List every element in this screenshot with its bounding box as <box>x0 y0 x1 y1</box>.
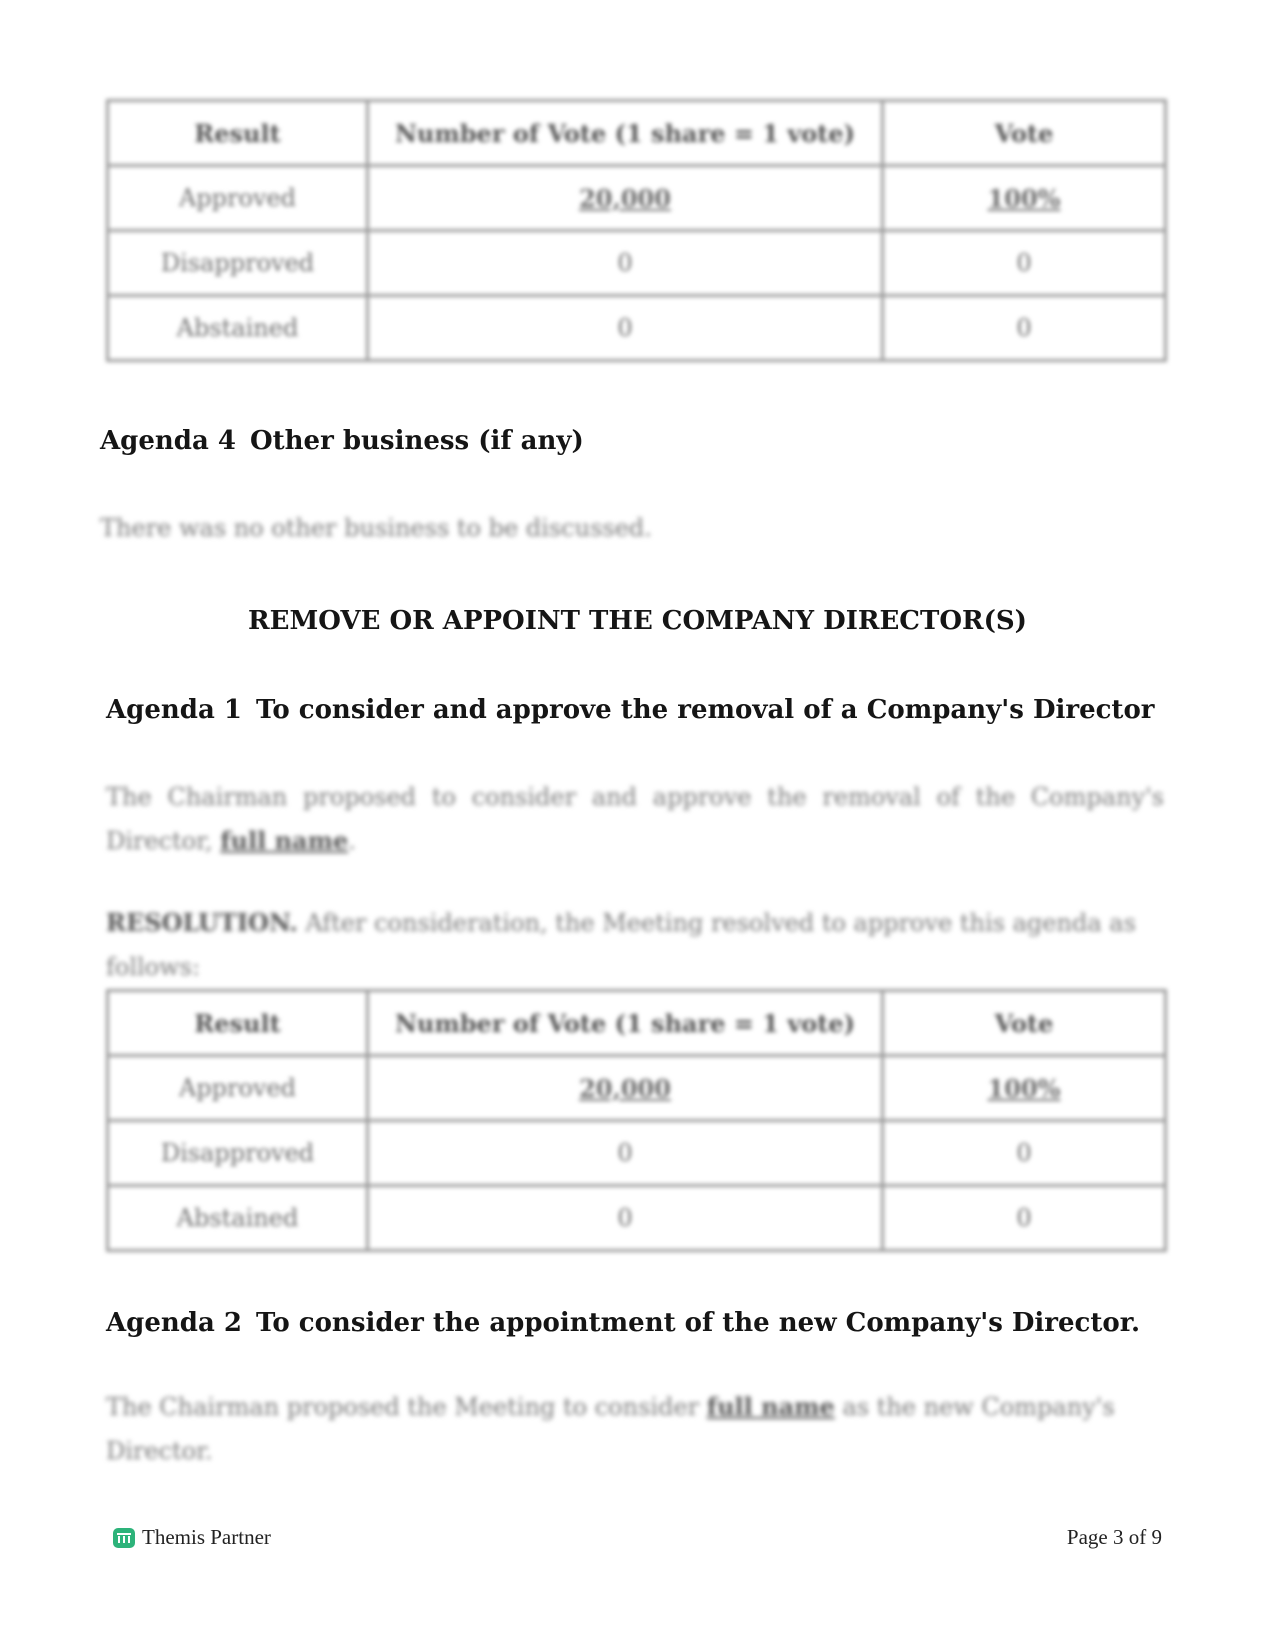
vote-table-2 <box>106 989 1167 1252</box>
agenda-title: To consider the appointment of the new Company's Director. <box>256 1308 1141 1338</box>
full-name-placeholder: full name <box>220 826 349 855</box>
cell-percent: 100% <box>883 166 1166 231</box>
agenda-1-sentence: The Chairman proposed to consider and approve the removal of the Company's Director, <box>106 783 1164 855</box>
themis-logo-icon <box>112 1526 136 1550</box>
cell-percent: 0 <box>883 296 1166 361</box>
table-header-row <box>108 101 1166 166</box>
resolution-text <box>106 901 1164 989</box>
header-result: Result <box>108 991 368 1056</box>
section-title: REMOVE OR APPOINT THE COMPANY DIRECTOR(S) <box>248 606 1027 636</box>
cell-percent: 0 <box>883 1186 1166 1251</box>
agenda-2-heading <box>106 1308 1141 1338</box>
cell-votes: 20,000 <box>368 166 883 231</box>
table-row <box>108 1056 1166 1121</box>
cell-votes: 0 <box>368 296 883 361</box>
resolution-label: RESOLUTION. <box>106 908 298 937</box>
table-row <box>108 166 1166 231</box>
agenda-1-text: The Chairman proposed to consider and approve the removal of the Company's Director, full name. <box>106 783 1164 855</box>
cell-votes: 0 <box>368 1186 883 1251</box>
cell-percent: 0 <box>883 1121 1166 1186</box>
cell-votes: 20,000 <box>368 1056 883 1121</box>
footer-brand-name: Themis Partner <box>142 1525 271 1549</box>
agenda-title: To consider and approve the removal of a Company's Director <box>256 695 1155 725</box>
table-header-row <box>108 991 1166 1056</box>
agenda-number: Agenda 1 <box>106 695 242 725</box>
cell-result: Abstained <box>108 1186 368 1251</box>
full-name-placeholder: full name <box>706 1392 835 1421</box>
agenda-number: Agenda 4 <box>100 426 236 456</box>
agenda-4-text: There was no other business to be discussed. <box>100 514 652 542</box>
cell-result: Approved <box>108 1056 368 1121</box>
vote-table-1 <box>106 99 1167 362</box>
cell-votes: 0 <box>368 231 883 296</box>
cell-percent: 0 <box>883 231 1166 296</box>
agenda-title: Other business (if any) <box>250 426 584 456</box>
cell-result: Approved <box>108 166 368 231</box>
agenda-number: Agenda 2 <box>106 1308 242 1338</box>
table-row <box>108 296 1166 361</box>
footer-brand <box>112 1525 271 1550</box>
header-vote: Vote <box>883 101 1166 166</box>
cell-result: Disapproved <box>108 1121 368 1186</box>
agenda-2-sentence-end: as the new Company's Director. <box>106 1393 1115 1465</box>
agenda-1-heading <box>106 695 1155 725</box>
cell-percent: 100% <box>883 1056 1166 1121</box>
header-result: Result <box>108 101 368 166</box>
cell-votes: 0 <box>368 1121 883 1186</box>
agenda-2-text <box>106 1385 1164 1473</box>
table-row <box>108 1186 1166 1251</box>
cell-result: Disapproved <box>108 231 368 296</box>
header-number-of-vote: Number of Vote (1 share = 1 vote) <box>368 991 883 1056</box>
agenda-4-heading <box>100 426 584 456</box>
page-number: Page 3 of 9 <box>1066 1525 1162 1549</box>
agenda-2-sentence-start: The Chairman proposed the Meeting to consider <box>106 1393 700 1421</box>
cell-result: Abstained <box>108 296 368 361</box>
header-number-of-vote: Number of Vote (1 share = 1 vote) <box>368 101 883 166</box>
resolution-sentence: After consideration, the Meeting resolved to approve this agenda as follows: <box>106 909 1136 981</box>
header-vote: Vote <box>883 991 1166 1056</box>
table-row <box>108 1121 1166 1186</box>
table-row <box>108 231 1166 296</box>
